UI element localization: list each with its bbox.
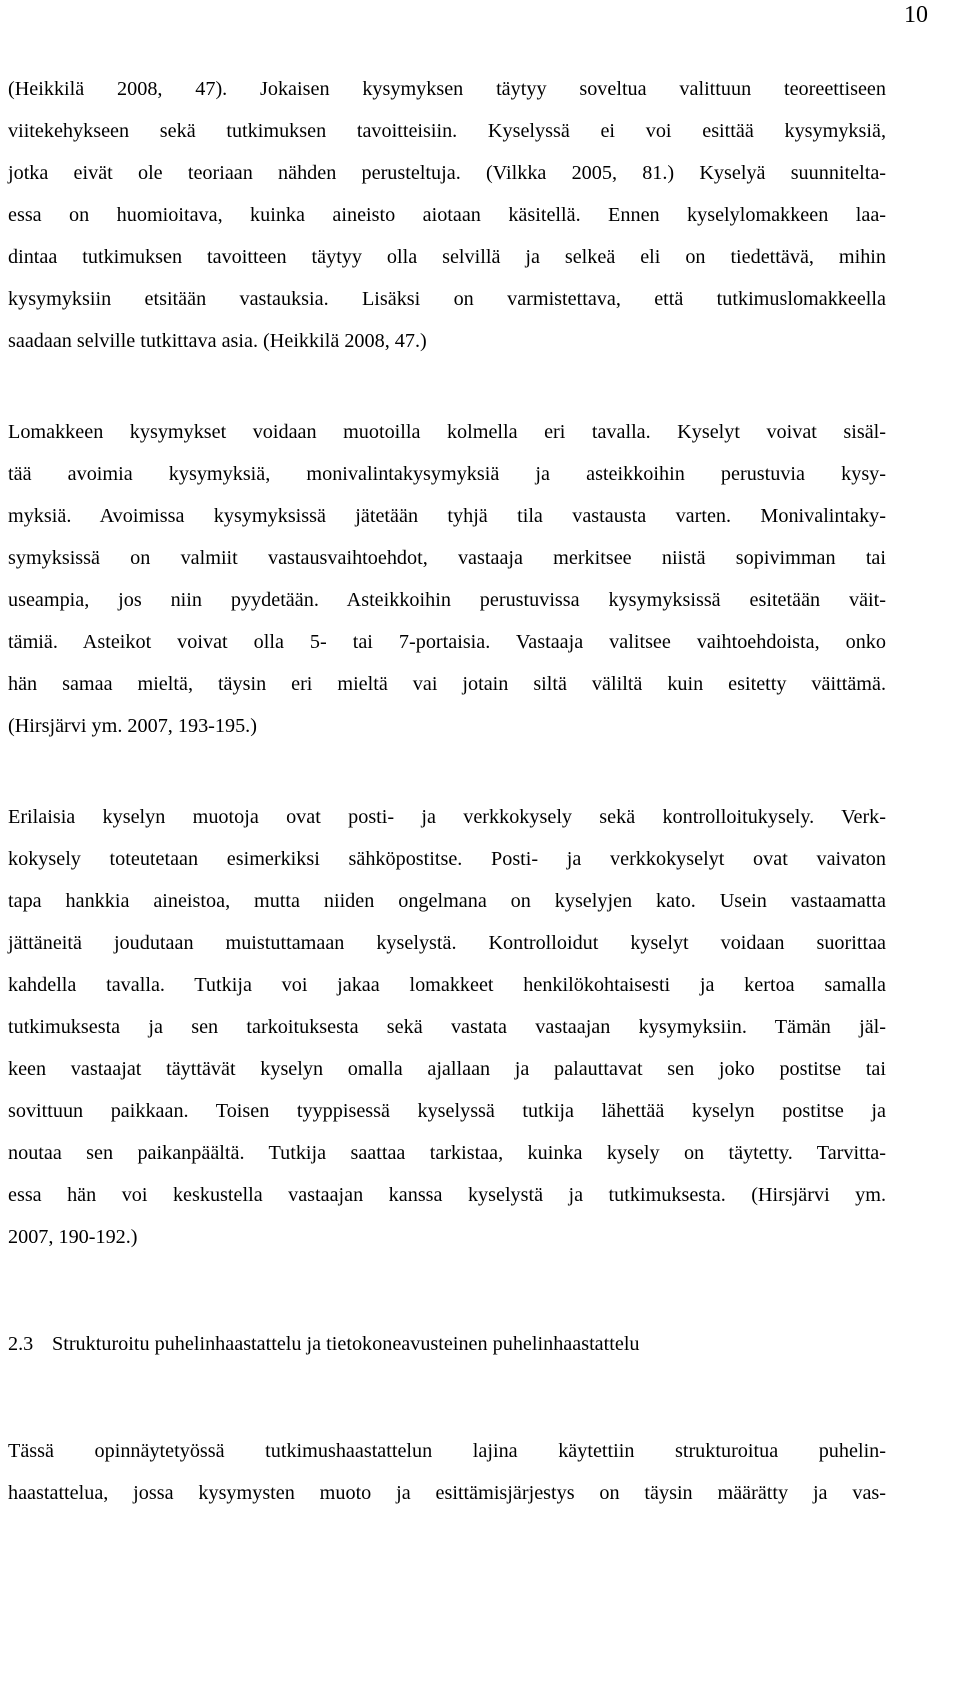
page-number: 10: [904, 2, 928, 28]
paragraph-1-line: kysymyksiin etsitään vastauksia. Lisäksi on varmistettava, että tutkimuslomakkeella: [8, 288, 886, 310]
section-heading: [8, 1330, 640, 1358]
paragraph-3-line: kokysely toteutetaan esimerkiksi sähköpostitse. Posti- ja verkkokyselyt ovat vaivaton: [8, 848, 886, 870]
paragraph-2-line: tää avoimia kysymyksiä, monivalintakysymyksiä ja asteikkoihin perustuvia kysy-: [8, 463, 886, 485]
paragraph-3-line: tutkimuksesta ja sen tarkoituksesta sekä vastata vastaajan kysymyksiin. Tämän jäl-: [8, 1016, 886, 1038]
paragraph-1-line: essa on huomioitava, kuinka aineisto aiotaan käsitellä. Ennen kyselylomakkeen laa-: [8, 204, 886, 226]
paragraph-1-line: (Heikkilä 2008, 47). Jokaisen kysymyksen täytyy soveltua valittuun teoreettiseen: [8, 78, 886, 100]
paragraph-3-line: Erilaisia kyselyn muotoja ovat posti- ja verkkokysely sekä kontrolloitukysely. Verk-: [8, 806, 886, 828]
paragraph-3-line: 2007, 190-192.): [8, 1226, 138, 1248]
paragraph-2-line: tämiä. Asteikot voivat olla 5- tai 7-portaisia. Vastaaja valitsee vaihtoehdoista, onko: [8, 631, 886, 653]
paragraph-2-line: (Hirsjärvi ym. 2007, 193-195.): [8, 715, 257, 737]
paragraph-2-line: useampia, jos niin pyydetään. Asteikkoihin perustuvissa kysymyksissä esitetään väit-: [8, 589, 886, 611]
paragraph-3-line: noutaa sen paikanpäältä. Tutkija saattaa tarkistaa, kuinka kysely on täytetty. Tarvitta-: [8, 1142, 886, 1164]
paragraph-1-line: saadaan selville tutkittava asia. (Heikkilä 2008, 47.): [8, 330, 427, 352]
paragraph-1-line: jotka eivät ole teoriaan nähden perusteltuja. (Vilkka 2005, 81.) Kyselyä suunnitelta-: [8, 162, 886, 184]
paragraph-2-line: Lomakkeen kysymykset voidaan muotoilla kolmella eri tavalla. Kyselyt voivat sisäl-: [8, 421, 886, 443]
paragraph-2-line: myksiä. Avoimissa kysymyksissä jätetään tyhjä tila vastausta varten. Monivalintaky-: [8, 505, 886, 527]
section-heading-title: Strukturoitu puhelinhaastattelu ja tietokoneavusteinen puhelinhaastattelu: [52, 1333, 640, 1355]
paragraph-3-line: jättäneitä joudutaan muistuttamaan kyselystä. Kontrolloidut kyselyt voidaan suorittaa: [8, 932, 886, 954]
paragraph-3-line: essa hän voi keskustella vastaajan kanssa kyselystä ja tutkimuksesta. (Hirsjärvi ym.: [8, 1184, 886, 1206]
paragraph-3-line: tapa hankkia aineistoa, mutta niiden ongelmana on kyselyjen kato. Usein vastaamatta: [8, 890, 886, 912]
paragraph-2-line: hän samaa mieltä, täysin eri mieltä vai jotain siltä väliltä kuin esitetty väittämä.: [8, 673, 886, 695]
paragraph-2-line: symyksissä on valmiit vastausvaihtoehdot, vastaaja merkitsee niistä sopivimman tai: [8, 547, 886, 569]
section-heading-number: 2.3: [8, 1333, 34, 1355]
paragraph-3-line: kahdella tavalla. Tutkija voi jakaa lomakkeet henkilökohtaisesti ja kertoa samalla: [8, 974, 886, 996]
paragraph-1-line: viitekehykseen sekä tutkimuksen tavoitteisiin. Kyselyssä ei voi esittää kysymyksiä,: [8, 120, 886, 142]
paragraph-3-line: sovittuun paikkaan. Toisen tyyppisessä kyselyssä tutkija lähettää kyselyn postitse ja: [8, 1100, 886, 1122]
paragraph-4-line: haastattelua, jossa kysymysten muoto ja esittämisjärjestys on täysin määrätty ja vas-: [8, 1482, 886, 1504]
paragraph-1-line: dintaa tutkimuksen tavoitteen täytyy olla selvillä ja selkeä eli on tiedettävä, mihin: [8, 246, 886, 268]
paragraph-3-line: keen vastaajat täyttävät kyselyn omalla ajallaan ja palauttavat sen joko postitse tai: [8, 1058, 886, 1080]
paragraph-4-line: Tässä opinnäytetyössä tutkimushaastattelun lajina käytettiin strukturoitua puhelin-: [8, 1440, 886, 1462]
